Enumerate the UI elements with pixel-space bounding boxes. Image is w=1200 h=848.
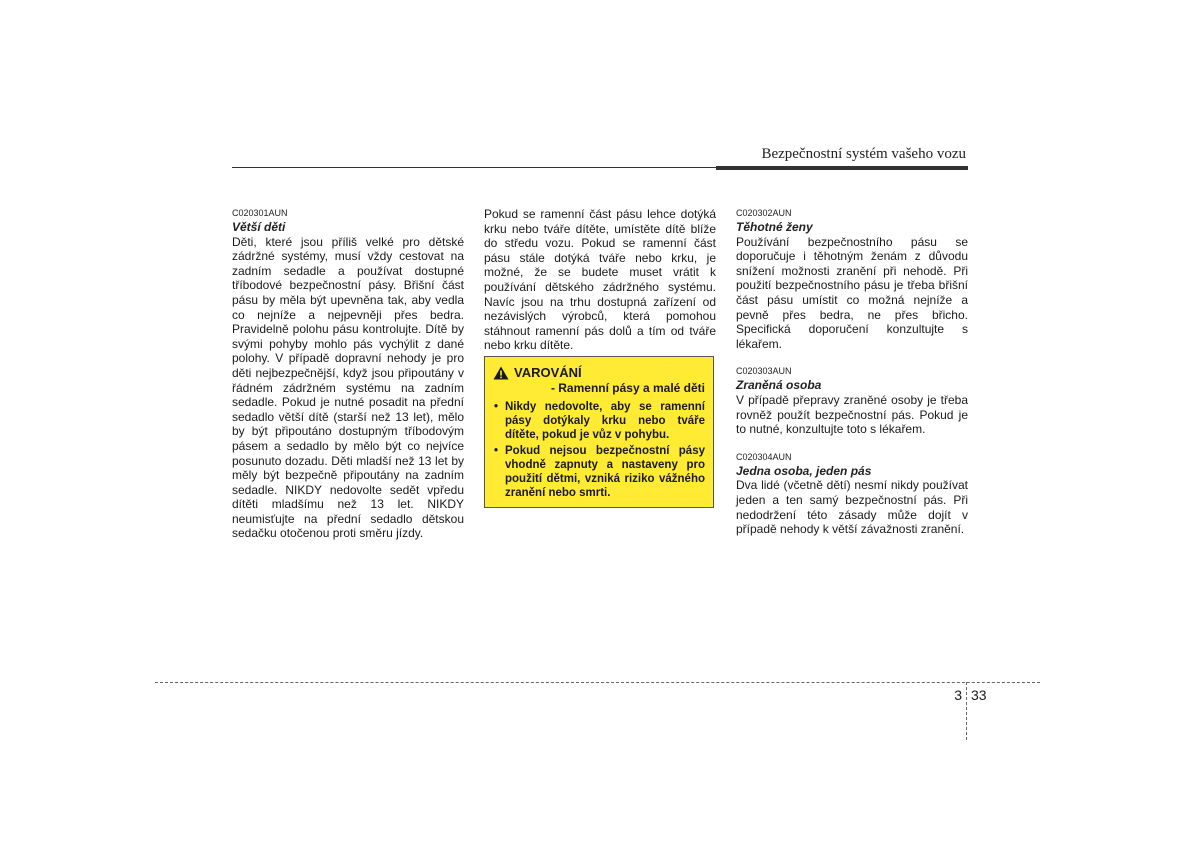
header-rule-accent: [716, 166, 968, 170]
column-left: [232, 207, 464, 541]
section-title: Větší děti: [232, 220, 286, 234]
section-text: V případě přepravy zraněné osoby je třeba rovněž použít bezpečnostní pás. Pokud je to nutné, konzultujte toto s lékařem.: [736, 392, 968, 437]
section-text: Používání bezpečnostního pásu se doporučuje i těhotným ženám z důvodu snížení možnosti zranění při nehodě. Při použití bezpečnostního pásu je třeba břišní část pásu umístit co možná nejníže a pevně přes bedra, ne přes břicho. Specifická doporučení konzultujte s lékařem.: [736, 234, 968, 351]
footer-rule: [155, 682, 1040, 683]
warning-header: [493, 365, 705, 380]
section-code: C020301AUN: [232, 208, 288, 218]
warning-subtitle: - Ramenní pásy a malé děti: [550, 381, 705, 395]
section-code: C020304AUN: [736, 451, 792, 462]
page-number: 33: [971, 687, 987, 703]
section-text: Děti, které jsou příliš velké pro dětské zádržné systémy, musí vždy cestovat na zadním sedadle a používat dostupné tříbodové bezpečnostní pásy. Břišní část pásu by měla být upevněna tak, aby vedla co nejníže a nejpevněji přes bedra. Pravidelně polohu pásu kontrolujte. Dítě by svými pohyby mohlo pás vychýlit z dané polohy. V případě dopravní nehody je pro děti nejbezpečnější, když jsou připoutány v řádném zádržném systému na zadním sedadle. Pokud je nutné posadit na přední sedadlo větší dítě (starší než 13 let), mělo by být připoutáno dostupným tříbodovým pásem a sedadlo by mělo být co nejvíce posunuto dozadu. Děti mladší než 13 let by měly být bezpečně připoutány na zadním sedadle. NIKDY nedovolte sedět vpředu dítěti mladšímu než 13 let. NIKDY neumisťujte na přední sedadlo dětskou sedačku otočenou proti směru jízdy.: [232, 234, 464, 541]
header-title: Bezpečnostní systém vašeho vozu: [761, 146, 966, 162]
section-title: Zraněná osoba: [736, 378, 822, 393]
section-title: Jedna osoba, jeden pás: [736, 463, 872, 478]
warning-list: [493, 400, 705, 500]
warning-item: • Nikdy nedovolte, aby se ramenní pásy dotýkaly krku nebo tváře dítěte, pokud je vůz v pohybu.: [493, 400, 705, 442]
warning-triangle-icon: [493, 366, 509, 380]
section-text: Dva lidé (včetně dětí) nesmí nikdy používat jeden a ten samý bezpečnostní pás. Při nedodržení této zásady může dojít v případě nehody k větší závažnosti zranění.: [736, 478, 968, 537]
section-code: C020303AUN: [736, 366, 792, 377]
column-middle: [484, 207, 716, 353]
warning-box: [484, 356, 714, 508]
chapter-number: 3: [954, 687, 962, 703]
section-one-belt: [736, 451, 968, 537]
column-right: [736, 207, 968, 537]
section-code: C020302AUN: [736, 208, 792, 218]
section-injured: [736, 365, 968, 436]
footer-divider: [966, 682, 967, 740]
section-text: Pokud se ramenní část pásu lehce dotýká krku nebo tváře dítěte, umístěte dítě blíže do středu vozu. Pokud se ramenní část pásu stále dotýká tváře nebo krku, je možné, že se budete muset vrátit k používání dětského zádržného systému. Navíc jsou na trhu dostupná zařízení od nezávislých výrobců, která pomohou stáhnout ramenní pás dolů a tím od tváře nebo krku dítěte.: [484, 207, 716, 353]
section-title: Těhotné ženy: [736, 220, 813, 234]
warning-item: • Pokud nejsou bezpečnostní pásy vhodně zapnuty a nastaveny pro použití dětmi, vzniká riziko vážného zranění nebo smrti.: [493, 444, 705, 500]
warning-title: VAROVÁNÍ: [514, 365, 582, 380]
